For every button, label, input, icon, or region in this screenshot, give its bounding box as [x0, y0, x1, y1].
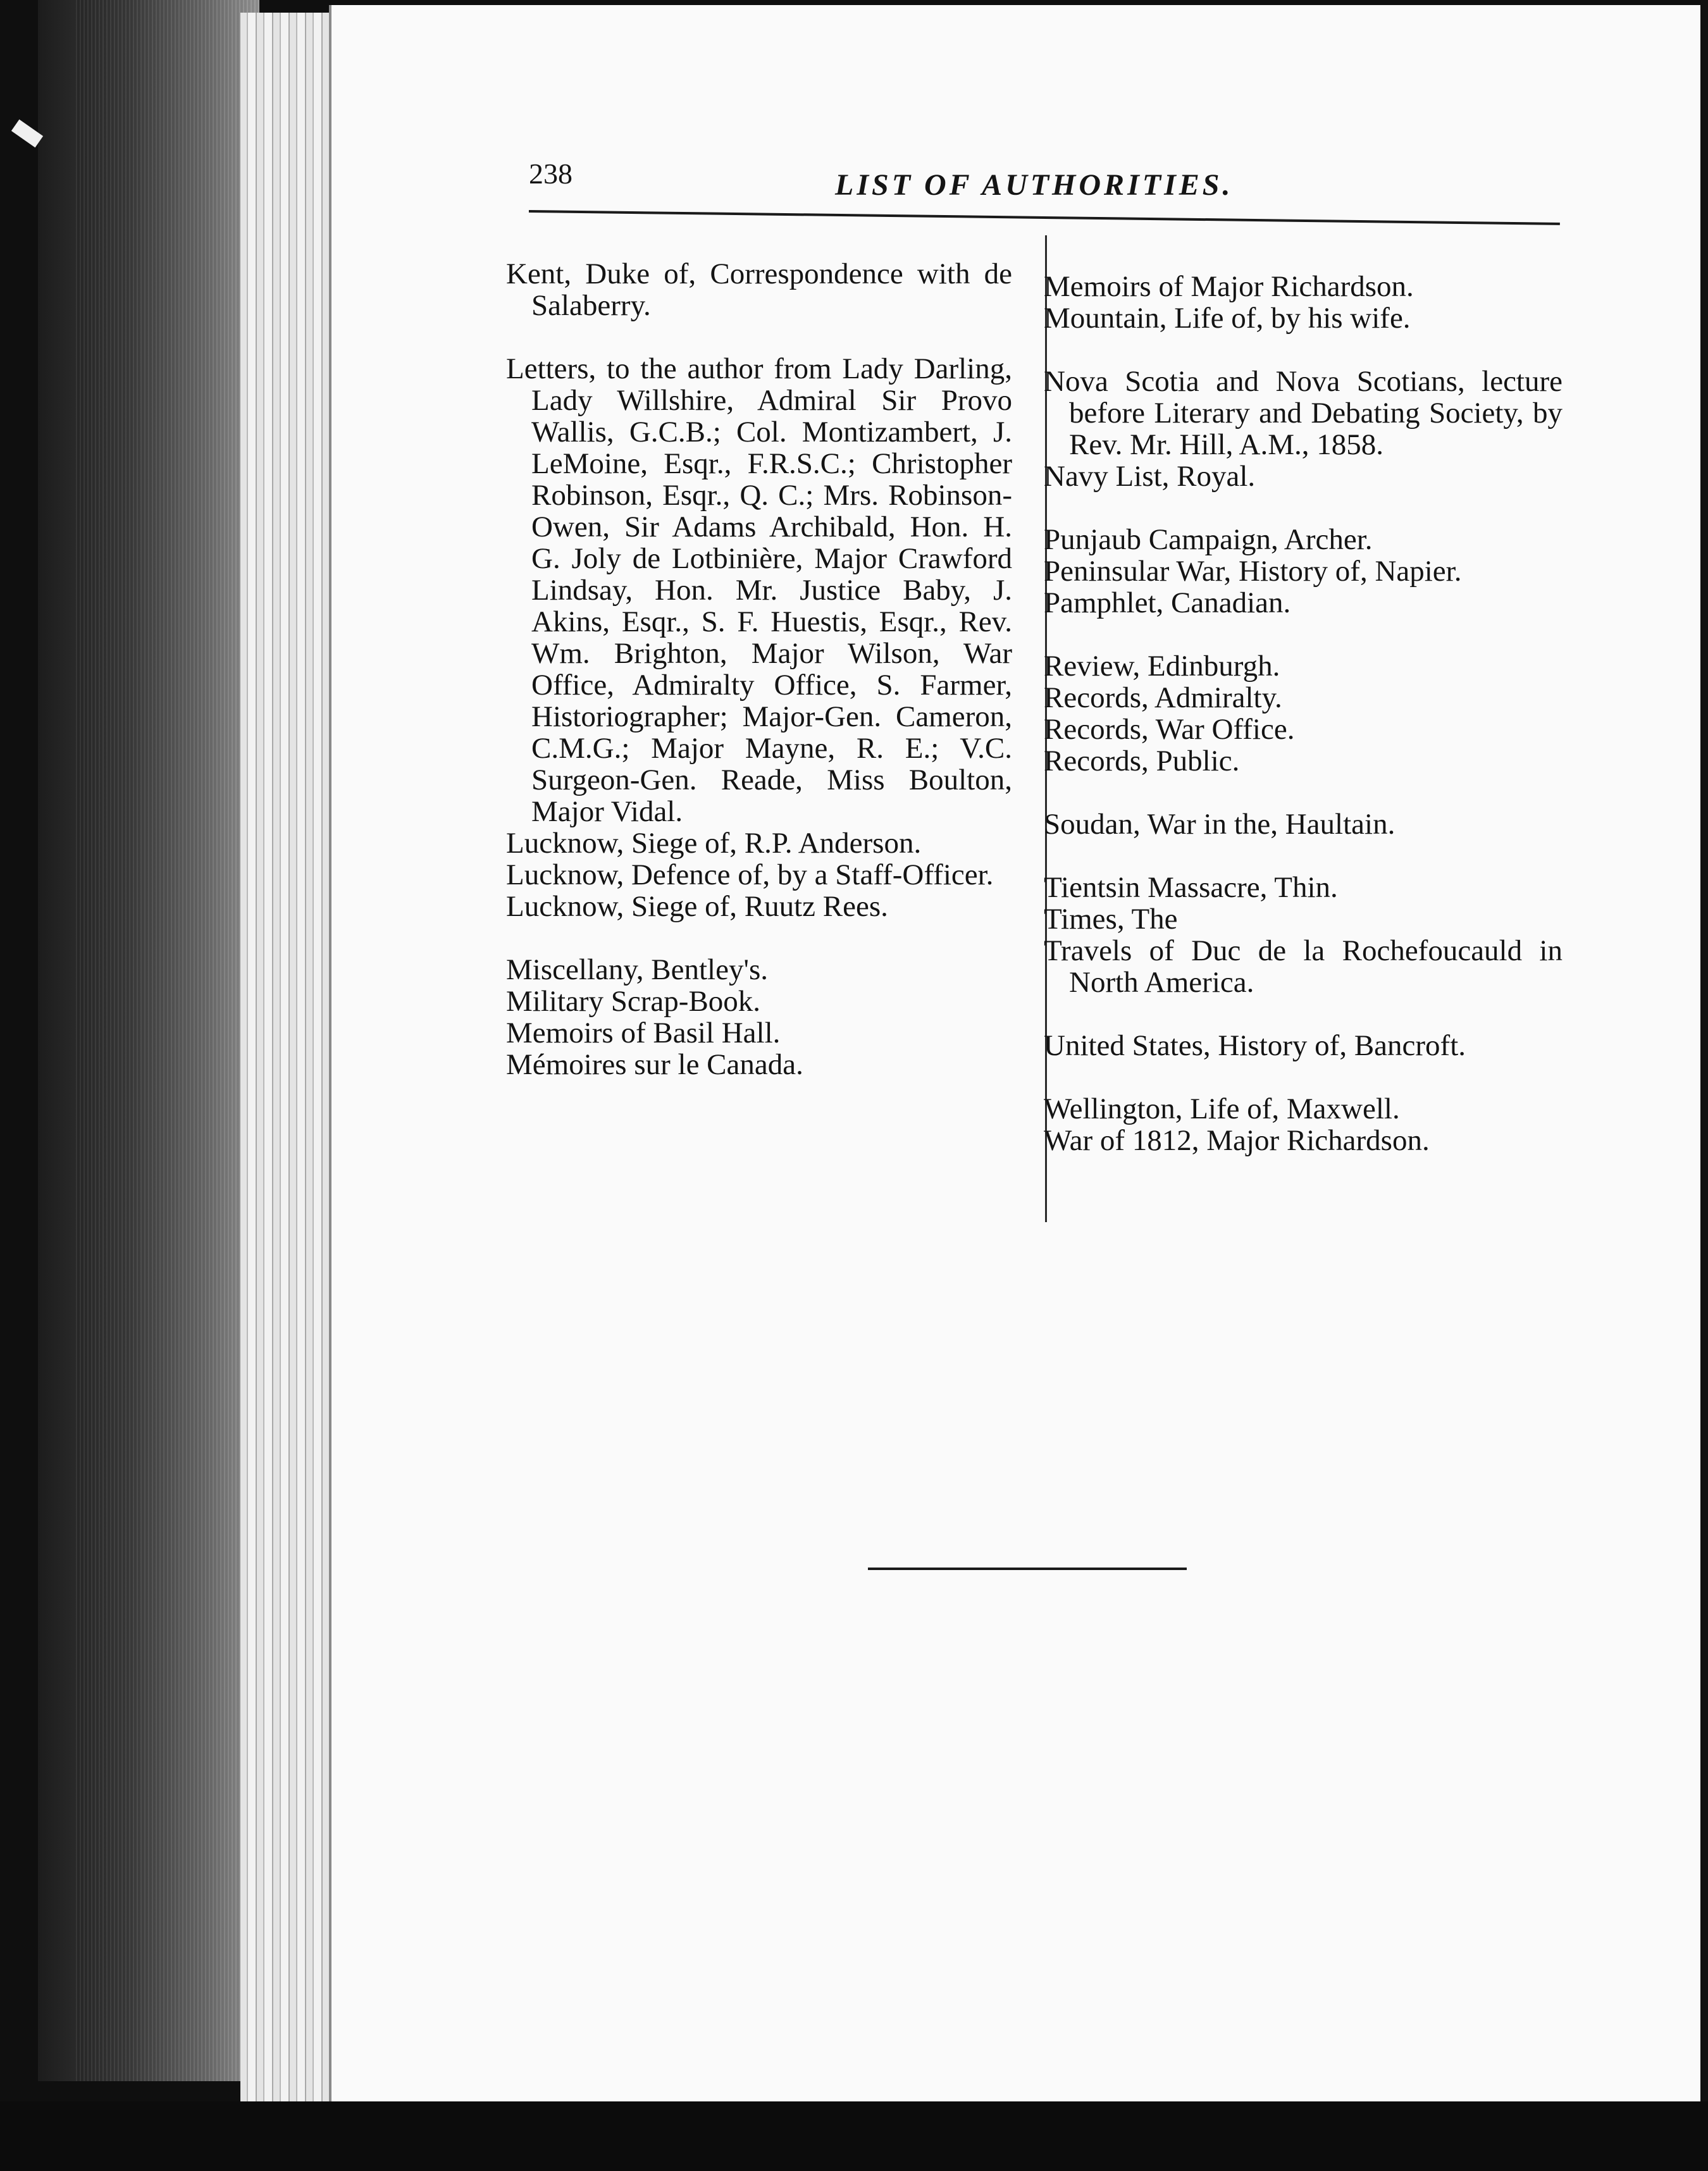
entry-records-public: Records, Public. [1044, 745, 1240, 777]
entry-tientsin: Tientsin Massacre, Thin. [1044, 871, 1338, 904]
entry-mountain: Mountain, Life of, by his wife. [1044, 302, 1411, 335]
entry-lucknow-siege-rees: Lucknow, Siege of, Ruutz Rees. [506, 890, 888, 923]
entry-navy-list: Navy List, Royal. [1044, 460, 1256, 493]
entry-gap [506, 321, 1012, 353]
entry-nova-scotia: Nova Scotia and Nova Scotians, lecture before Literary and Debating Society, by Rev. Mr. Hill, A.M., 1858. [1044, 365, 1563, 461]
entry-gap [1044, 334, 1563, 366]
running-title: LIST OF AUTHORITIES. [835, 168, 1234, 202]
entry-gap [1044, 998, 1563, 1030]
entry-lucknow-defence: Lucknow, Defence of, by a Staff-Officer. [506, 858, 994, 891]
scan-bottom-border [0, 2101, 1708, 2171]
entry-gap [506, 922, 1012, 954]
page-edges [240, 13, 335, 2106]
entry-wellington: Wellington, Life of, Maxwell. [1044, 1092, 1400, 1125]
page-number: 238 [529, 158, 572, 190]
entry-soudan: Soudan, War in the, Haultain. [1044, 808, 1395, 841]
entry-miscellany: Miscellany, Bentley's. [506, 953, 768, 986]
entry-united-states: United States, History of, Bancroft. [1044, 1029, 1466, 1062]
entry-records-war-office: Records, War Office. [1044, 713, 1295, 746]
entry-gap [1044, 1061, 1563, 1093]
entry-gap [1044, 840, 1563, 872]
entry-memoires-canada: Mémoires sur le Canada. [506, 1048, 803, 1081]
entry-kent: Kent, Duke of, Correspondence with de Salaberry. [506, 257, 1012, 322]
entry-punjaub: Punjaub Campaign, Archer. [1044, 523, 1373, 556]
right-column [1044, 271, 1563, 1156]
entry-times: Times, The [1044, 903, 1178, 936]
entry-military-scrap-book: Military Scrap-Book. [506, 985, 761, 1018]
entry-travels: Travels of Duc de la Rochefoucauld in North America. [1044, 934, 1563, 999]
scan-right-border [1700, 0, 1708, 2171]
entry-memoirs-basil-hall: Memoirs of Basil Hall. [506, 1017, 781, 1049]
entry-lucknow-siege-anderson: Lucknow, Siege of, R.P. Anderson. [506, 827, 922, 860]
entry-records-admiralty: Records, Admiralty. [1044, 681, 1282, 714]
entry-gap [1044, 492, 1563, 524]
entry-pamphlet: Pamphlet, Canadian. [1044, 586, 1291, 619]
entry-letters: Letters, to the author from Lady Darling, Lady Willshire, Admiral Sir Provo Wallis, G.C.B.; Col. Montizambert, J. LeMoine, Esqr., F.R.S.C.; Christopher Robinson, Esqr., Q. C.; Mrs. Robinson-Owen, Sir Adams Archibald, Hon. H. G. Joly de Lotbinière, Major Crawford Lindsay, Hon. Mr. Justice Baby, J. Akins, Esqr., S. F. Huestis, Esqr., Rev. Wm. Brighton, Major Wilson, War Office, Admiralty Office, S. Farmer, Historiographer; Major-Gen. Cameron, C.M.G.; Major Mayne, R. E.; V.C. Surgeon-Gen. Reade, Miss Boulton, Major Vidal. [506, 352, 1012, 828]
entry-gap [1044, 777, 1563, 808]
entry-review-edinburgh: Review, Edinburgh. [1044, 650, 1280, 683]
entry-gap [1044, 619, 1563, 650]
entry-war-of-1812: War of 1812, Major Richardson. [1044, 1124, 1430, 1157]
entry-peninsular-war: Peninsular War, History of, Napier. [1044, 555, 1462, 588]
entry-memoirs-richardson: Memoirs of Major Richardson. [1044, 270, 1414, 303]
end-rule [868, 1568, 1187, 1570]
spine-texture [76, 0, 259, 2081]
left-column [506, 258, 1012, 1080]
